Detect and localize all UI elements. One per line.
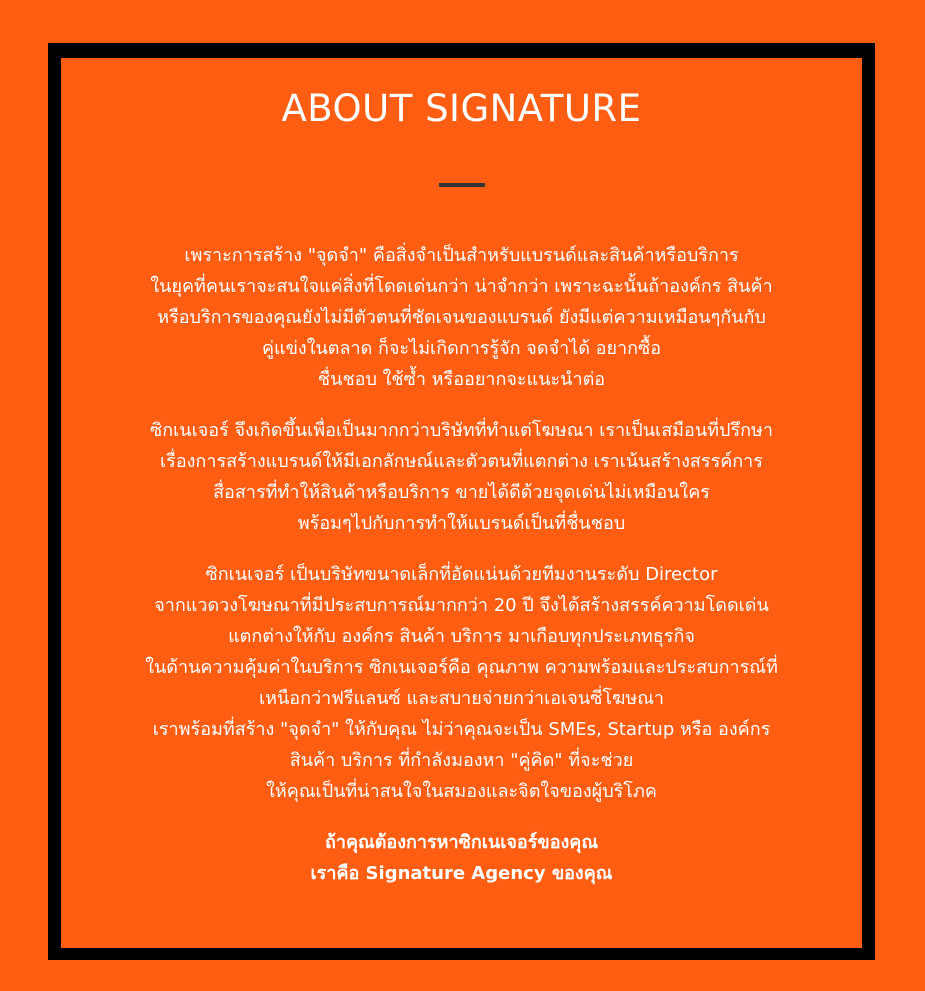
text-line: แตกต่างให้กับ องค์กร สินค้า บริการ มาเกือบทุกประเภทธุรกิจ xyxy=(228,626,695,647)
text-line: สินค้า บริการ ที่กำลังมองหา "คู่คิด" ที่จะช่วย xyxy=(289,750,634,771)
about-body xyxy=(61,240,862,889)
text-line: ซิกเนเจอร์ เป็นบริษัทขนาดเล็กที่อัดแน่นด้วยทีมงานระดับ Director xyxy=(205,564,718,585)
closing-line: ถ้าคุณต้องการหาซิกเนเจอร์ของคุณ xyxy=(324,832,599,853)
text-line: ในด้านความคุ้มค่าในบริการ ซิกเนเจอร์คือ คุณภาพ ความพร้อมและประสบการณ์ที่ xyxy=(145,657,778,678)
text-line: ซิกเนเจอร์ จึงเกิดขึ้นเพื่อเป็นมากกว่าบริษัทที่ทำแต่โฆษณา เราเป็นเสมือนที่ปรึกษา xyxy=(150,420,773,441)
text-line: ให้คุณเป็นที่น่าสนใจในสมองและจิตใจของผู้บริโภค xyxy=(266,781,657,802)
text-line: เหนือกว่าฟรีแลนซ์ และสบายจ่ายกว่าเอเจนซี่โฆษณา xyxy=(258,688,665,709)
text-line: หรือบริการของคุณยังไม่มีตัวตนที่ชัดเจนของแบรนด์ ยังมีแต่ความเหมือนๆกันกับ xyxy=(157,307,766,328)
paragraph-mission xyxy=(61,415,862,539)
paragraph-intro xyxy=(61,240,862,395)
text-line: จากแวดวงโฆษณาที่มีประสบการณ์มากกว่า 20 ปี จึงได้สร้างสรรค์ความโดดเด่น xyxy=(154,595,769,616)
closing-statement xyxy=(61,827,862,889)
text-line: ชื่นชอบ ใช้ซ้ำ หรืออยากจะแนะนำต่อ xyxy=(317,369,606,390)
paragraph-company xyxy=(61,559,862,807)
closing-line: เราคือ Signature Agency ของคุณ xyxy=(310,863,613,884)
about-panel xyxy=(61,58,862,948)
text-line: คู่แข่งในตลาด ก็จะไม่เกิดการรู้จัก จดจำได้ อยากซื้อ xyxy=(261,338,662,359)
black-frame xyxy=(48,43,875,960)
text-line: พร้อมๆไปกับการทำให้แบรนด์เป็นที่ชื่นชอบ xyxy=(297,513,626,534)
text-line: เรื่องการสร้างแบรนด์ให้มีเอกลักษณ์และตัวตนที่แตกต่าง เราเน้นสร้างสรรค์การ xyxy=(160,451,763,472)
text-line: สื่อสารที่ทำให้สินค้าหรือบริการ ขายได้ดีด้วยจุดเด่นไม่เหมือนใคร xyxy=(213,482,710,503)
text-line: ในยุคที่คนเราจะสนใจแค่สิ่งที่โดดเด่นกว่า น่าจำกว่า เพราะฉะนั้นถ้าองค์กร สินค้า xyxy=(150,276,773,297)
text-line: เพราะการสร้าง "จุดจำ" คือสิ่งจำเป็นสำหรับแบรนด์และสินค้าหรือบริการ xyxy=(184,245,739,266)
title-divider xyxy=(439,183,485,187)
page-title: ABOUT SIGNATURE xyxy=(281,87,642,130)
text-line: เราพร้อมที่สร้าง "จุดจำ" ให้กับคุณ ไม่ว่าคุณจะเป็น SMEs, Startup หรือ องค์กร xyxy=(152,719,771,740)
